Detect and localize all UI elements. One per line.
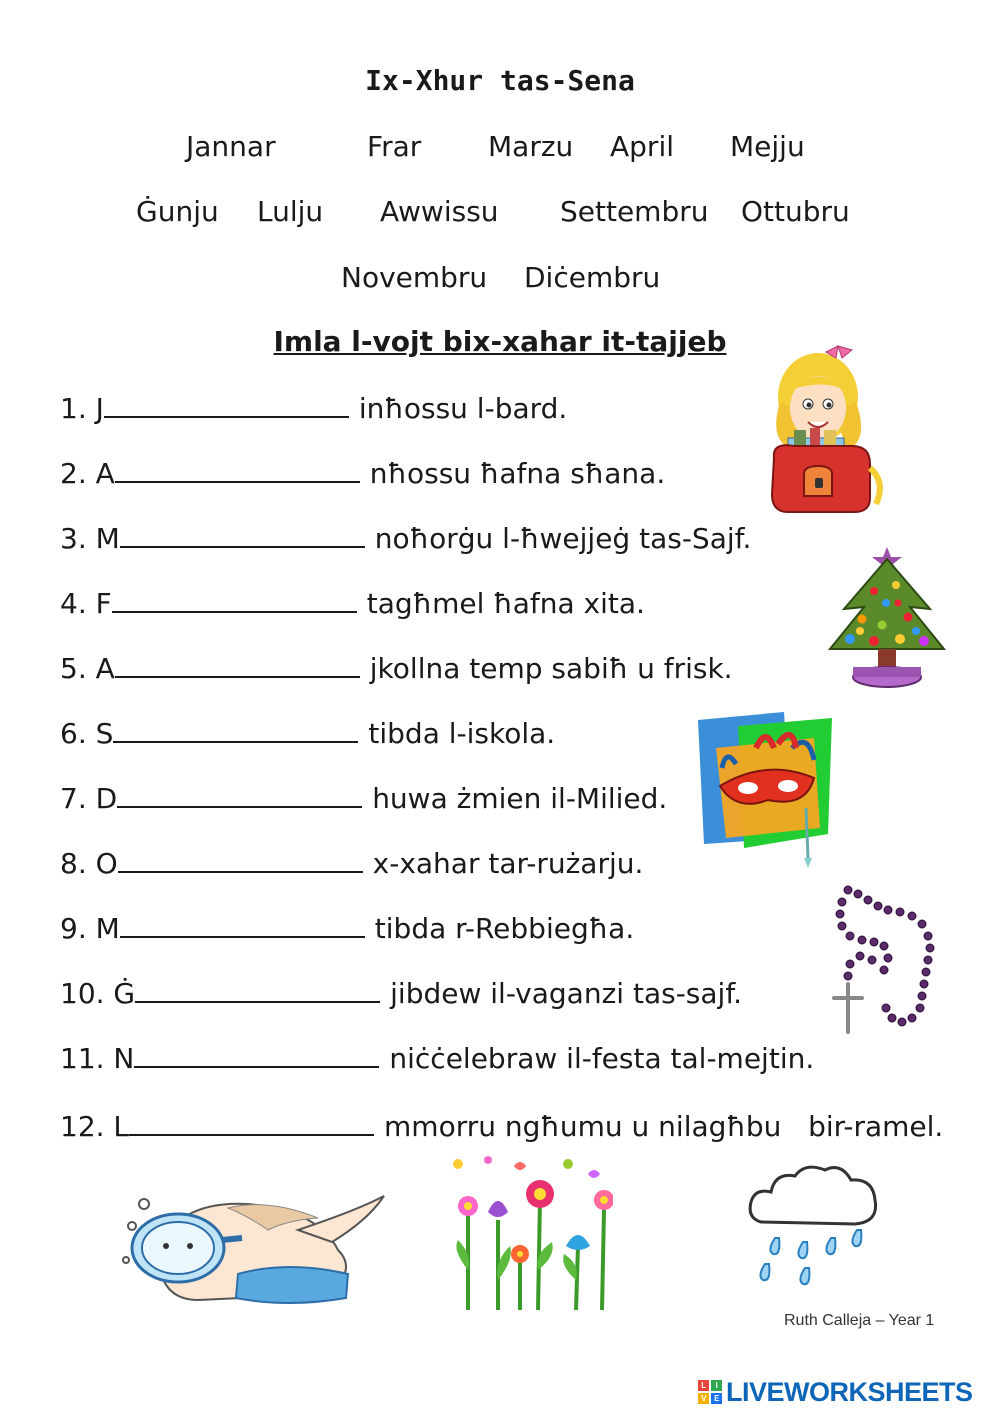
answer-blank[interactable] <box>120 912 365 938</box>
logo-text: LIVEWORKSHEETS <box>726 1376 973 1407</box>
logo-letter: I <box>711 1380 722 1391</box>
answer-blank[interactable] <box>113 717 358 743</box>
answer-blank[interactable] <box>135 977 380 1003</box>
question-row <box>60 717 555 750</box>
answer-blank[interactable] <box>115 652 360 678</box>
month-jannar: Jannar <box>186 130 276 163</box>
question-prefix: 10. Ġ <box>60 977 136 1010</box>
question-prefix: 9. M <box>60 912 120 945</box>
question-row <box>60 977 742 1010</box>
answer-blank[interactable] <box>104 392 349 418</box>
answer-blank[interactable] <box>120 522 365 548</box>
question-row <box>60 1110 943 1143</box>
question-text: mmorru ngħumu u nilagħbu bir-ramel. <box>384 1110 944 1143</box>
question-text: nħossu ħafna sħana. <box>369 457 666 490</box>
question-prefix: 8. O <box>60 847 118 880</box>
question-row <box>60 522 751 555</box>
question-text: jkollna temp sabiħ u frisk. <box>369 652 733 685</box>
question-text: x-xahar tar-rużarju. <box>372 847 644 880</box>
question-prefix: 4. F <box>60 587 112 620</box>
logo-mark-icon <box>698 1380 722 1404</box>
question-text: tagħmel ħafna xita. <box>366 587 645 620</box>
question-prefix: 2. A <box>60 457 115 490</box>
question-row <box>60 587 645 620</box>
schoolgirl-illustration <box>766 342 890 518</box>
answer-blank[interactable] <box>118 847 363 873</box>
question-text: noħorġu l-ħwejjeġ tas-Sajf. <box>374 522 752 555</box>
month-dicembru: Diċembru <box>524 261 661 294</box>
question-prefix: 12. L <box>60 1110 130 1143</box>
month-awwissu: Awwissu <box>380 195 499 228</box>
month-settembru: Settembru <box>560 195 709 228</box>
carnival-mask-illustration <box>696 708 836 868</box>
spring-flowers-illustration <box>448 1150 613 1310</box>
rain-cloud-illustration <box>745 1160 881 1288</box>
month-april: April <box>610 130 674 163</box>
question-text: niċċelebraw il-festa tal-mejtin. <box>389 1042 815 1075</box>
month-frar: Frar <box>367 130 422 163</box>
question-prefix: 1. J <box>60 392 104 425</box>
month-mejju: Mejju <box>730 130 805 163</box>
question-text: tibda r-Rebbiegħa. <box>374 912 635 945</box>
question-prefix: 5. A <box>60 652 115 685</box>
question-text: jibdew il-vaganzi tas-sajf. <box>390 977 743 1010</box>
question-row <box>60 912 634 945</box>
month-lulju: Lulju <box>257 195 324 228</box>
question-prefix: 11. N <box>60 1042 135 1075</box>
liveworksheets-logo <box>698 1378 973 1406</box>
question-row <box>60 782 667 815</box>
question-text: huwa żmien il-Milied. <box>372 782 668 815</box>
question-prefix: 7. D <box>60 782 118 815</box>
month-ottubru: Ottubru <box>741 195 850 228</box>
question-prefix: 3. M <box>60 522 120 555</box>
logo-letter: E <box>711 1393 722 1404</box>
christmas-tree-illustration <box>826 545 948 695</box>
month-novembru: Novembru <box>341 261 488 294</box>
question-row <box>60 847 643 880</box>
question-prefix: 6. S <box>60 717 114 750</box>
question-row <box>60 392 567 425</box>
answer-blank[interactable] <box>115 457 360 483</box>
answer-blank[interactable] <box>129 1110 374 1136</box>
answer-blank[interactable] <box>117 782 362 808</box>
instructions-heading: Imla l-vojt bix-xahar it-tajjeb <box>273 325 727 358</box>
answer-blank[interactable] <box>112 587 357 613</box>
question-row <box>60 652 733 685</box>
answer-blank[interactable] <box>134 1042 379 1068</box>
question-row <box>60 457 665 490</box>
author-credit: Ruth Calleja – Year 1 <box>784 1312 935 1329</box>
question-row <box>60 1042 814 1075</box>
question-text: inħossu l-bard. <box>358 392 568 425</box>
worksheet-title: Ix-Xhur tas-Sena <box>365 64 635 97</box>
logo-letter: L <box>698 1380 709 1391</box>
month-marzu: Marzu <box>488 130 574 163</box>
rosary-illustration <box>828 882 940 1038</box>
question-text: tibda l-iskola. <box>368 717 556 750</box>
month-gunju: Ġunju <box>136 195 219 228</box>
swimmer-illustration <box>118 1190 390 1308</box>
logo-letter: V <box>698 1393 709 1404</box>
